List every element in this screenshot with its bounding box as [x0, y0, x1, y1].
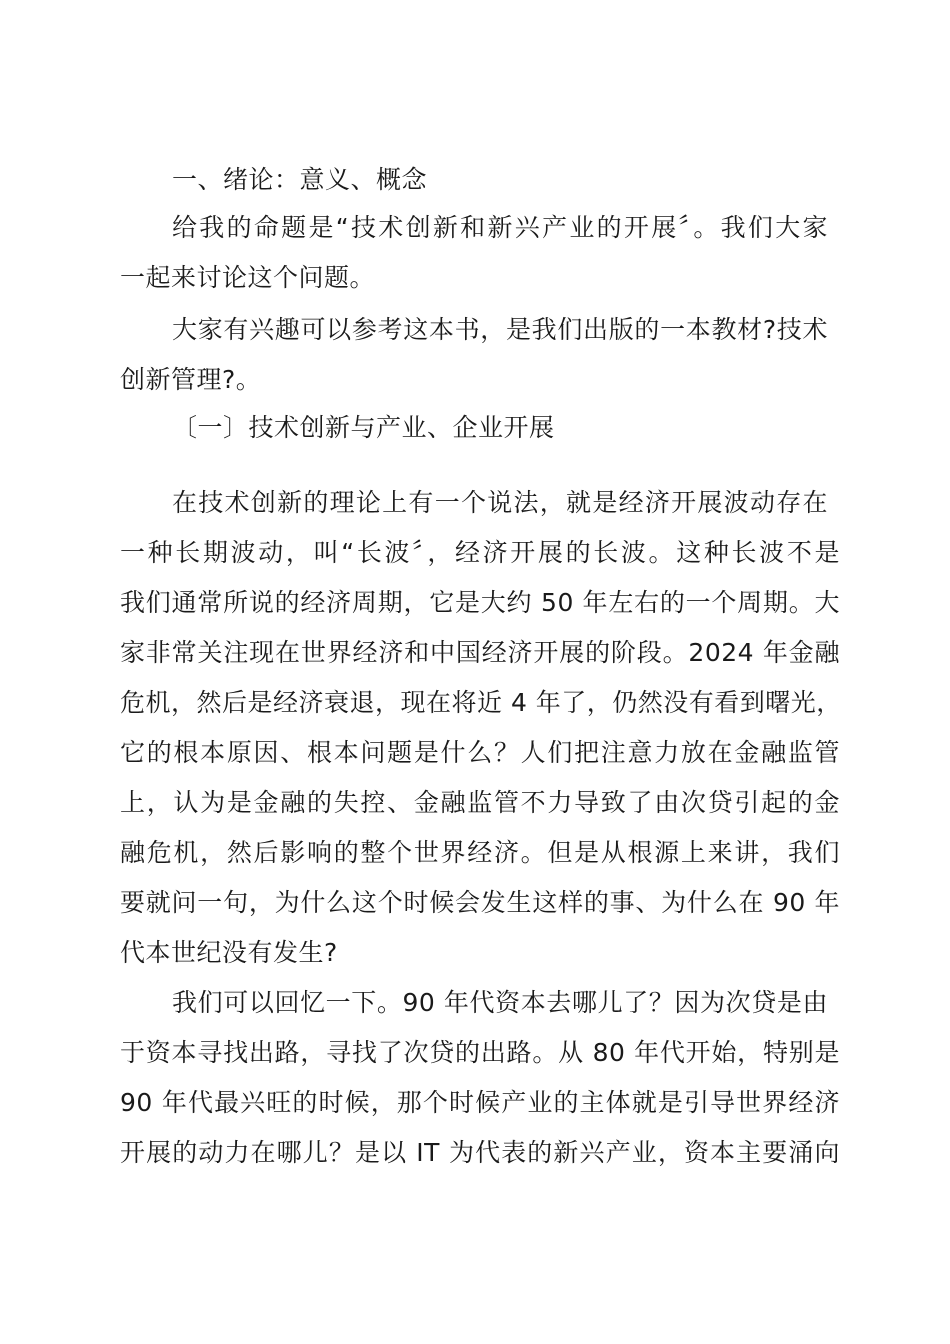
- paragraph-line: 上，认为是金融的失控、金融监管不力导致了由次贷引起的金: [120, 788, 840, 817]
- section-heading: 一、绪论：意义、概念: [172, 165, 428, 194]
- paragraph-line: 开展的动力在哪儿？是以 IT 为代表的新兴产业，资本主要涌向: [120, 1138, 840, 1167]
- paragraph-line: 危机，然后是经济衰退，现在将近 4 年了，仍然没有看到曙光，: [120, 688, 842, 717]
- paragraph-line: 我们可以回忆一下。90 年代资本去哪儿了？因为次贷是由: [172, 988, 828, 1017]
- paragraph-line: 要就问一句，为什么这个时候会发生这样的事、为什么在 90 年: [120, 888, 840, 917]
- paragraph-line: 家非常关注现在世界经济和中国经济开展的阶段。2024 年金融: [120, 638, 840, 667]
- paragraph-line: 我们通常所说的经济周期，它是大约 50 年左右的一个周期。大: [120, 588, 840, 617]
- paragraph-line: 创新管理?。: [120, 365, 262, 394]
- paragraph-line: 融危机，然后影响的整个世界经济。但是从根源上来讲，我们: [120, 838, 840, 867]
- paragraph-line: 90 年代最兴旺的时候，那个时候产业的主体就是引导世界经济: [120, 1088, 840, 1117]
- paragraph-line: 在技术创新的理论上有一个说法，就是经济开展波动存在: [172, 488, 828, 517]
- paragraph-line: 它的根本原因、根本问题是什么？人们把注意力放在金融监管: [120, 738, 840, 767]
- subsection-heading: 〔一〕技术创新与产业、企业开展: [172, 413, 555, 442]
- paragraph-line: 于资本寻找出路，寻找了次贷的出路。从 80 年代开始，特别是: [120, 1038, 840, 1067]
- paragraph-line: 一种长期波动，叫“长波〞，经济开展的长波。这种长波不是: [120, 538, 840, 567]
- paragraph-line: 一起来讨论这个问题。: [120, 263, 376, 292]
- paragraph-line: 给我的命题是“技术创新和新兴产业的开展〞。我们大家: [172, 213, 828, 242]
- paragraph-line: 大家有兴趣可以参考这本书，是我们出版的一本教材?技术: [172, 315, 828, 344]
- paragraph-line: 代本世纪没有发生?: [120, 938, 338, 967]
